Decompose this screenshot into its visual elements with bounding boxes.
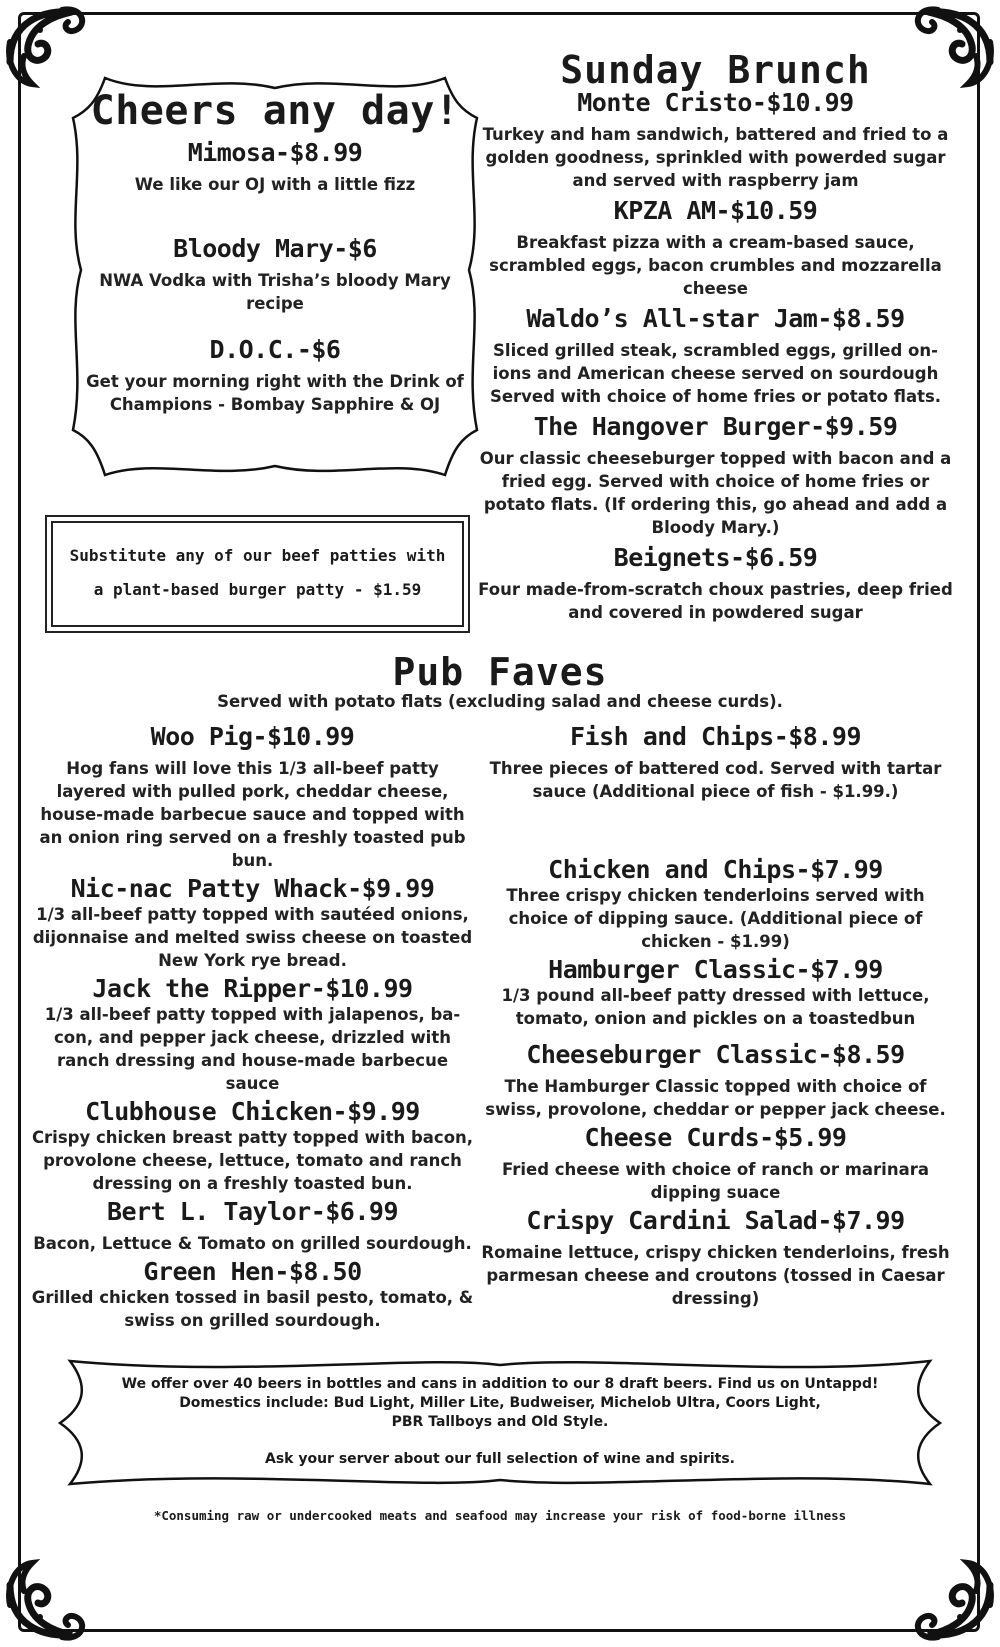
- menu-item-name: Mimosa-$8.99: [187, 138, 363, 167]
- menu-item-desc: Turkey and ham sandwich, battered and fried to a golden goodness, sprinkled with powerded sugar and served with raspberry jam: [482, 125, 949, 190]
- menu-item-name: Nic-nac Patty Whack-$9.99: [70, 874, 435, 903]
- menu-item-name: Fish and Chips-$8.99: [569, 722, 862, 751]
- pub-right-column: [478, 722, 953, 1310]
- menu-item-name: Monte Cristo-$10.99: [577, 88, 854, 117]
- menu-item-name: Bert L. Taylor-$6.99: [106, 1197, 399, 1226]
- menu-item-desc: Breakfast pizza with a cream-based sauce, scrambled eggs, bacon crumbles and mozzarella cheese: [489, 233, 942, 298]
- menu-item-desc: 1/3 all-beef patty topped with sautéed onions, dijonnaise and melted swiss cheese on toasted New York rye bread.: [32, 905, 473, 970]
- beer-info-panel: [40, 1355, 960, 1490]
- menu-item-name: Bloody Mary-$6: [173, 234, 377, 263]
- substitute-line: a plant-based burger patty - $1.59: [93, 580, 422, 599]
- menu-item-desc: Four made-from-scratch choux pastries, deep fried and covered in powdered sugar: [478, 580, 953, 622]
- menu-item-desc: NWA Vodka with Trisha’s bloody Mary recipe: [99, 271, 451, 313]
- menu-item-name: Chicken and Chips-$7.99: [548, 855, 883, 884]
- menu-item-desc: We like our OJ with a little fizz: [134, 175, 416, 194]
- pub-left-column: [30, 722, 475, 1332]
- menu-item-name: Woo Pig-$10.99: [150, 722, 355, 751]
- menu-item-desc: 1/3 pound all-beef patty dressed with lettuce, tomato, onion and pickles on a toastedbun: [501, 986, 930, 1028]
- menu-item-desc: Grilled chicken tossed in basil pesto, tomato, & swiss on grilled sourdough.: [31, 1288, 474, 1330]
- menu-item-desc: Three crispy chicken tenderloins served with choice of dipping sauce. (Additional piece of chicken - $1.99): [506, 886, 925, 951]
- menu-item-name: Hamburger Classic-$7.99: [548, 955, 883, 984]
- menu-item-desc: Our classic cheeseburger topped with bacon and a fried egg. Served with choice of home fries or potato flats. (If ordering this, go ahead and add a Bloody Mary.): [479, 449, 952, 537]
- beer-line: We offer over 40 beers in bottles and cans in addition to our 8 draft beers. Find us on Untappd!: [121, 1376, 879, 1392]
- menu-item-desc: Bacon, Lettuce & Tomato on grilled sourdough.: [33, 1234, 472, 1253]
- menu-item-desc: Hog fans will love this 1/3 all-beef patty layered with pulled pork, cheddar cheese, house-made barbecue sauce and topped with an onion ring served on a freshly toasted pub bun.: [39, 759, 466, 870]
- beer-line: Ask your server about our full selection of wine and spirits.: [264, 1451, 736, 1467]
- menu-item-name: Waldo’s All-star Jam-$8.59: [526, 304, 905, 333]
- menu-item-name: Jack the Ripper-$10.99: [92, 974, 413, 1003]
- menu-item-name: Beignets-$6.59: [613, 543, 818, 572]
- food-safety-disclaimer: *Consuming raw or undercooked meats and seafood may increase your risk of food-borne illness: [153, 1508, 847, 1523]
- beer-line: Domestics include: Bud Light, Miller Lite, Budweiser, Michelob Ultra, Coors Light,: [179, 1395, 821, 1411]
- menu-item-desc: Get your morning right with the Drink of Champions - Bombay Sapphire & OJ: [86, 372, 464, 414]
- menu-item-name: Crispy Cardini Salad-$7.99: [526, 1206, 905, 1235]
- brunch-title: Sunday Brunch: [560, 48, 871, 92]
- menu-item-desc: Sliced grilled steak, scrambled eggs, grilled on-ions and American cheese served on sourdough Served with choice of home fries or potato flats.: [489, 341, 942, 406]
- pub-title: Pub Faves: [392, 650, 608, 694]
- menu-item-desc: 1/3 all-beef patty topped with jalapenos, ba-con, and pepper jack cheese, drizzled with ranch dressing and house-made barbecue sauce: [44, 1005, 461, 1093]
- cheers-panel: [65, 70, 485, 485]
- cheers-title: Cheers any day!: [90, 88, 460, 134]
- menu-item-desc: Fried cheese with choice of ranch or marinara dipping suace: [502, 1160, 929, 1202]
- menu-item-name: KPZA AM-$10.59: [613, 196, 818, 225]
- scroll-ornament-icon: [908, 1555, 998, 1645]
- menu-item-name: Clubhouse Chicken-$9.99: [85, 1097, 420, 1126]
- menu-item-desc: Crispy chicken breast patty topped with bacon, provolone cheese, lettuce, tomato and ranch dressing on a freshly toasted bun.: [31, 1128, 474, 1193]
- pub-subtitle: Served with potato flats (excluding salad and cheese curds).: [217, 692, 783, 711]
- beer-line: PBR Tallboys and Old Style.: [391, 1414, 609, 1430]
- menu-item-name: D.O.C.-$6: [209, 335, 341, 364]
- scroll-ornament-icon: [2, 1555, 92, 1645]
- menu-item-name: Cheese Curds-$5.99: [584, 1123, 847, 1152]
- menu-item-name: Green Hen-$8.50: [143, 1257, 362, 1286]
- menu-item-desc: Romaine lettuce, crispy chicken tenderloins, fresh parmesan cheese and croutons (tossed in Caesar dressing): [481, 1243, 950, 1308]
- menu-item-desc: Three pieces of battered cod. Served with tartar sauce (Additional piece of fish - $1.99.): [489, 759, 942, 801]
- menu-item-name: The Hangover Burger-$9.59: [533, 412, 898, 441]
- substitute-line: Substitute any of our beef patties with: [69, 546, 446, 565]
- substitute-notice: [45, 515, 470, 633]
- menu-item-desc: The Hamburger Classic topped with choice of swiss, provolone, cheddar or pepper jack cheese.: [485, 1077, 946, 1119]
- brunch-section: [478, 48, 953, 624]
- menu-item-name: Cheeseburger Classic-$8.59: [526, 1040, 905, 1069]
